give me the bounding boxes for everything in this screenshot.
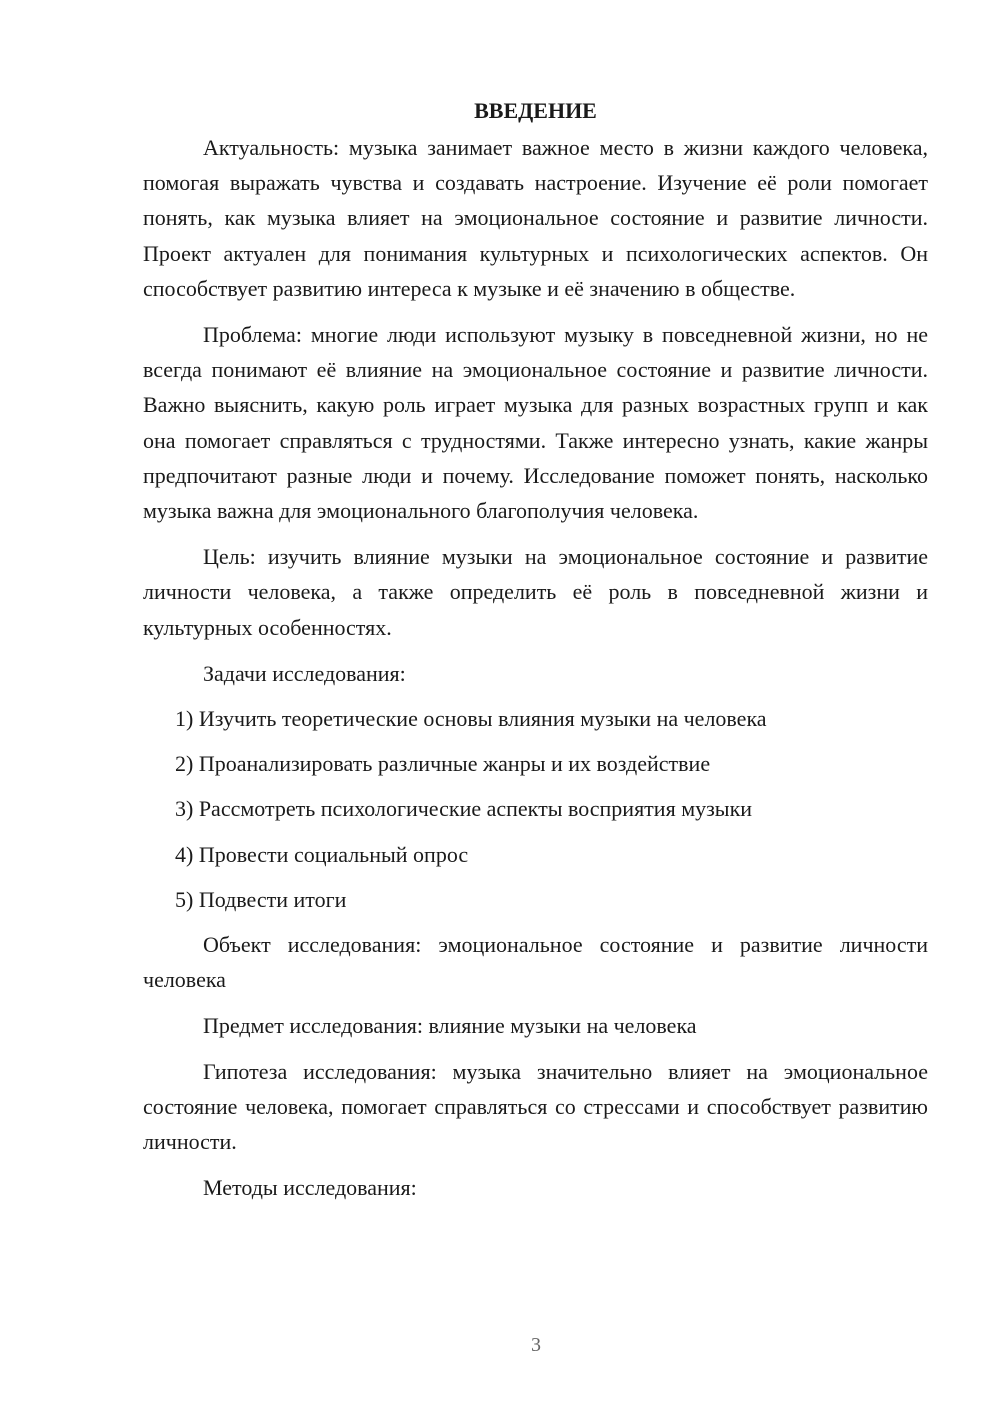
tasks-list <box>143 701 928 917</box>
list-item: 5) Подвести итоги <box>175 886 347 912</box>
list-item: 2) Проанализировать различные жанры и их воздействие <box>175 751 711 777</box>
list-item: 3) Рассмотреть психологические аспекты восприятия музыки <box>175 796 753 822</box>
goal-paragraph: Цель: изучить влияние музыки на эмоциональное состояние и развитие личности человека, а также определить её роль в повседневной жизни и культурных особенностях. <box>143 544 928 640</box>
list-item: 4) Провести социальный опрос <box>175 841 469 867</box>
hypothesis-paragraph: Гипотеза исследования: музыка значительно влияет на эмоциональное состояние человека, помогает справляться со стрессами и способствует развитию личности. <box>143 1058 928 1155</box>
relevance-paragraph: Актуальность: музыка занимает важное место в жизни каждого человека, помогая выражать чувства и создавать настроение. Изучение её роли помогает понять, как музыка влияет на эмоциональное состояние и развитие личности. Проект актуален для понимания культурных и психологических аспектов. Он способствует развитию интереса к музыке и её значению в обществе. <box>143 135 928 301</box>
document-page <box>143 96 928 1215</box>
methods-heading: Методы исследования: <box>203 1175 417 1201</box>
page-number: 3 <box>531 1334 541 1356</box>
tasks-heading: Задачи исследования: <box>203 660 406 686</box>
list-item: 1) Изучить теоретические основы влияния музыки на человека <box>175 706 767 732</box>
subject-paragraph: Предмет исследования: влияние музыки на человека <box>203 1013 697 1039</box>
problem-paragraph: Проблема: многие люди используют музыку в повседневной жизни, но не всегда понимают её влияние на эмоциональное состояние и развитие личности. Важно выяснить, какую роль играет музыка для разных возрастных групп и как она помогает справляться с трудностями. Также интересно узнать, какие жанры предпочитают разные люди и почему. Исследование поможет понять, насколько музыка важна для эмоционального благополучия человека. <box>143 322 928 524</box>
object-paragraph: Объект исследования: эмоциональное состояние и развитие личности человека <box>143 932 928 993</box>
page-title: ВВЕДЕНИЕ <box>474 98 597 123</box>
